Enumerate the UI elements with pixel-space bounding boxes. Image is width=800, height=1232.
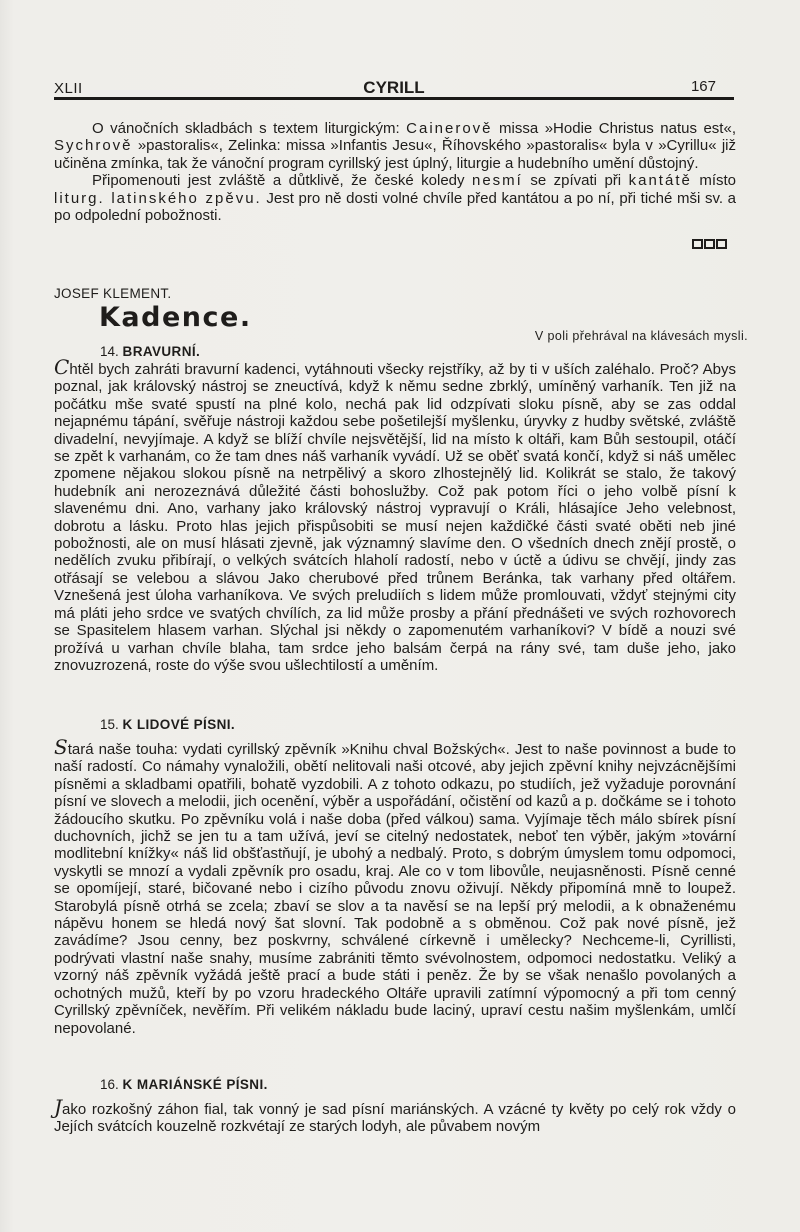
section-16-body xyxy=(54,1095,736,1136)
section-15-body xyxy=(54,735,736,1037)
page-number: 167 xyxy=(690,78,716,95)
drop-initial: J xyxy=(54,1095,63,1119)
separator-box xyxy=(716,239,727,249)
section-heading-15: 15. K LIDOVÉ PÍSNI. xyxy=(100,717,236,732)
article-title: Kadence. xyxy=(99,302,252,333)
article-epigraph: V poli přehrával na klávesách mysli. xyxy=(534,329,748,343)
running-header xyxy=(54,76,734,98)
section-paragraph: Chtěl bych zahráti bravurní kadenci, vytáhnouti všecky rejstříky, až by ti v uších zaléhalo. Proč? Abys poznal, jak královský nástroj se zneuctívá, když k němu sedne zbrklý, umíněný varhaník. Ten již na počátku mše svaté spustí na plné kolo, nechá pak lid odzpívati sloku písně, aby se zas oddal nejapnému tápání, svěřuje nástroji každou sebe pošetilejší myšlenku, úryvky z hudby světské, zvláště divadelní, nevyjímaje. A když se blíží chvíle nejsvětější, lid na místo k oltáři, kam Bůh sestoupil, otáčí se zpět k varhanám, co že tam dnes náš varhaník vyvádí. Už se oběť svatá končí, když si náš umělec zpomene nějakou slokou písně na netrpělivý a skoro zlhostejnělý lid. Kolikrát se stalo, že takový hudebník ani nerozeznává důležité části bohoslužby. Což pak potom říci o jeho volbě písní k slavenému dni. Ano, varhany jako královský nástroj vypravují o Králi, hlásajíce Jeho velebnost, dobrotu a lásku. Proto hlas jejich přispůsobiti se musí nejen každičké části svaté oběti neb jiné pobožnosti, ale on musí hlásati zjevně, jak významný slavíme den. O všedních dnech znějí prostě, o nedělích zvuku přibírají, o velkých svátcích hlaholí radostí, nebo v úctě a údivu se chvějí, jindy zas otřásají se velebou a slávou Jako cherubové před trůnem Beránka, tak varhany před oltářem. Vznešená jest úloha varhaníkova. Ve svých preludiích s lidem může promlouvati, vždyť stejnými city má pláti jeho srdce ve svatých chvílích, za lid může prosby a přání přednášeti ve svých rozhovorech se Spasitelem hlasem varhan. Slýchal jsi někdy o zapomenutém varhaníkovi? V bídě a nouzi své prožívá u varhan chvíle blaha, tam srdce jeho balsám čerpá na rány své, tam duše jeho, jako znovuzrozená, roste do výše svou ušlechtilostí a uměním. xyxy=(54,355,736,674)
drop-initial: C xyxy=(54,355,70,379)
section-separator xyxy=(691,237,727,253)
intro-paragraph-2: Připomenouti jest zvláště a důtklivě, že české koledy nesmí se zpívati při kantátě místo liturg. latinského zpěvu. Jest pro ně dosti volné chvíle před kantátou a po ní, při tiché mši sv. a po odpolední pobožnosti. xyxy=(54,172,736,225)
separator-box xyxy=(692,239,703,249)
section-heading-16: 16. K MARIÁNSKÉ PÍSNI. xyxy=(100,1077,268,1092)
journal-title: CYRILL xyxy=(363,78,425,97)
header-rule xyxy=(54,97,734,100)
intro-text xyxy=(54,120,736,224)
separator-box xyxy=(704,239,715,249)
section-heading-14: 14. BRAVURNÍ. xyxy=(100,344,201,359)
section-14-body xyxy=(54,355,736,674)
intro-paragraph-1: O vánočních skladbách s textem liturgickým: Cainerově missa »Hodie Christus natus est«, Sychrově »pastoralis«, Zelinka: missa »Infantis Jesu«, Říhovského »pastoralis« byla v »Cyrillu« již učiněna zmínka, tak že vánoční program cyrillský jest úplný, liturgie a hudebního umění důstojný. xyxy=(54,120,736,172)
article-author: JOSEF KLEMENT. xyxy=(54,286,172,301)
drop-initial: S xyxy=(54,735,68,759)
volume-number: XLII xyxy=(54,80,83,97)
section-paragraph: Stará naše touha: vydati cyrillský zpěvník »Knihu chval Božských«. Jest to naše povinnost a bude to naší radostí. Co námahy vynaložili, obětí nelitovali naši otcové, aby jejich zpěvní knihy nejvzácnějšími písněmi a skladbami opatřili, bohatě vyzdobili. A z tohoto odkazu, po studiích, jež vyžaduje porovnání písní ve slovech a melodii, jich ocenění, výběr a uspořádání, očistění od kazů a p. dočkáme se i tohoto žádoucího skutku. Po zpěvníku volá i naše doba (před válkou) sama. Vyjímaje těch málo sbírek písní duchovních, jichž se jen tu a tam užívá, jeví se citelný nedostatek, neboť ten výběr, jakým »tovární modlitební knížky« náš lid obšťastňují, je ubohý a nedbalý. Proto, s dobrým úmyslem tomu odpomoci, vyskytli se mnozí a vydali zpěvník pro osadu, kraj. Ale co v tom libovůle, neujasněnosti. Písně cenné se opomíjejí, staré, bičované nebo i cizího původu znovu oživují. Někdy připomíná mně to loupež. Starobylá písně otrhá se zcela; zbaví se slov a ta navěsí se na lepší prý melodii, a k obnaženému nápěvu honem se hledá nový šat slovní. Tak podobně a s obměnou. Což pak nové písně, jež zavádíme? Jsou cenny, bez poskvrny, schválené církevně i umělecky? Nechceme-li, Cyrillisti, podrývati vlastní naše snahy, musíme zabrániti těmto svévolnostem, odpomoci nedostatku. Veliký a vzorný náš zpěvník vyžádá ještě prací a bude státi i peněz. Že by se však nenašlo povolaných a ochotných mužů, kteří by po vzoru hradeckého Oltáře upravili zatímní výpomocný a při tom cenný Cyrillský zpěvníček, nevěřím. Při velikém nákladu bude laciný, upraví cestu našim myšlenkám, umlčí nepovolané. xyxy=(54,735,736,1037)
section-paragraph: Jako rozkošný záhon fial, tak vonný je sad písní mariánských. A vzácné ty květy po celý rok vždy o Jejích svátcích kouzelně rozkvétají ze starých lodyh, ale půvabem novým xyxy=(54,1095,736,1136)
